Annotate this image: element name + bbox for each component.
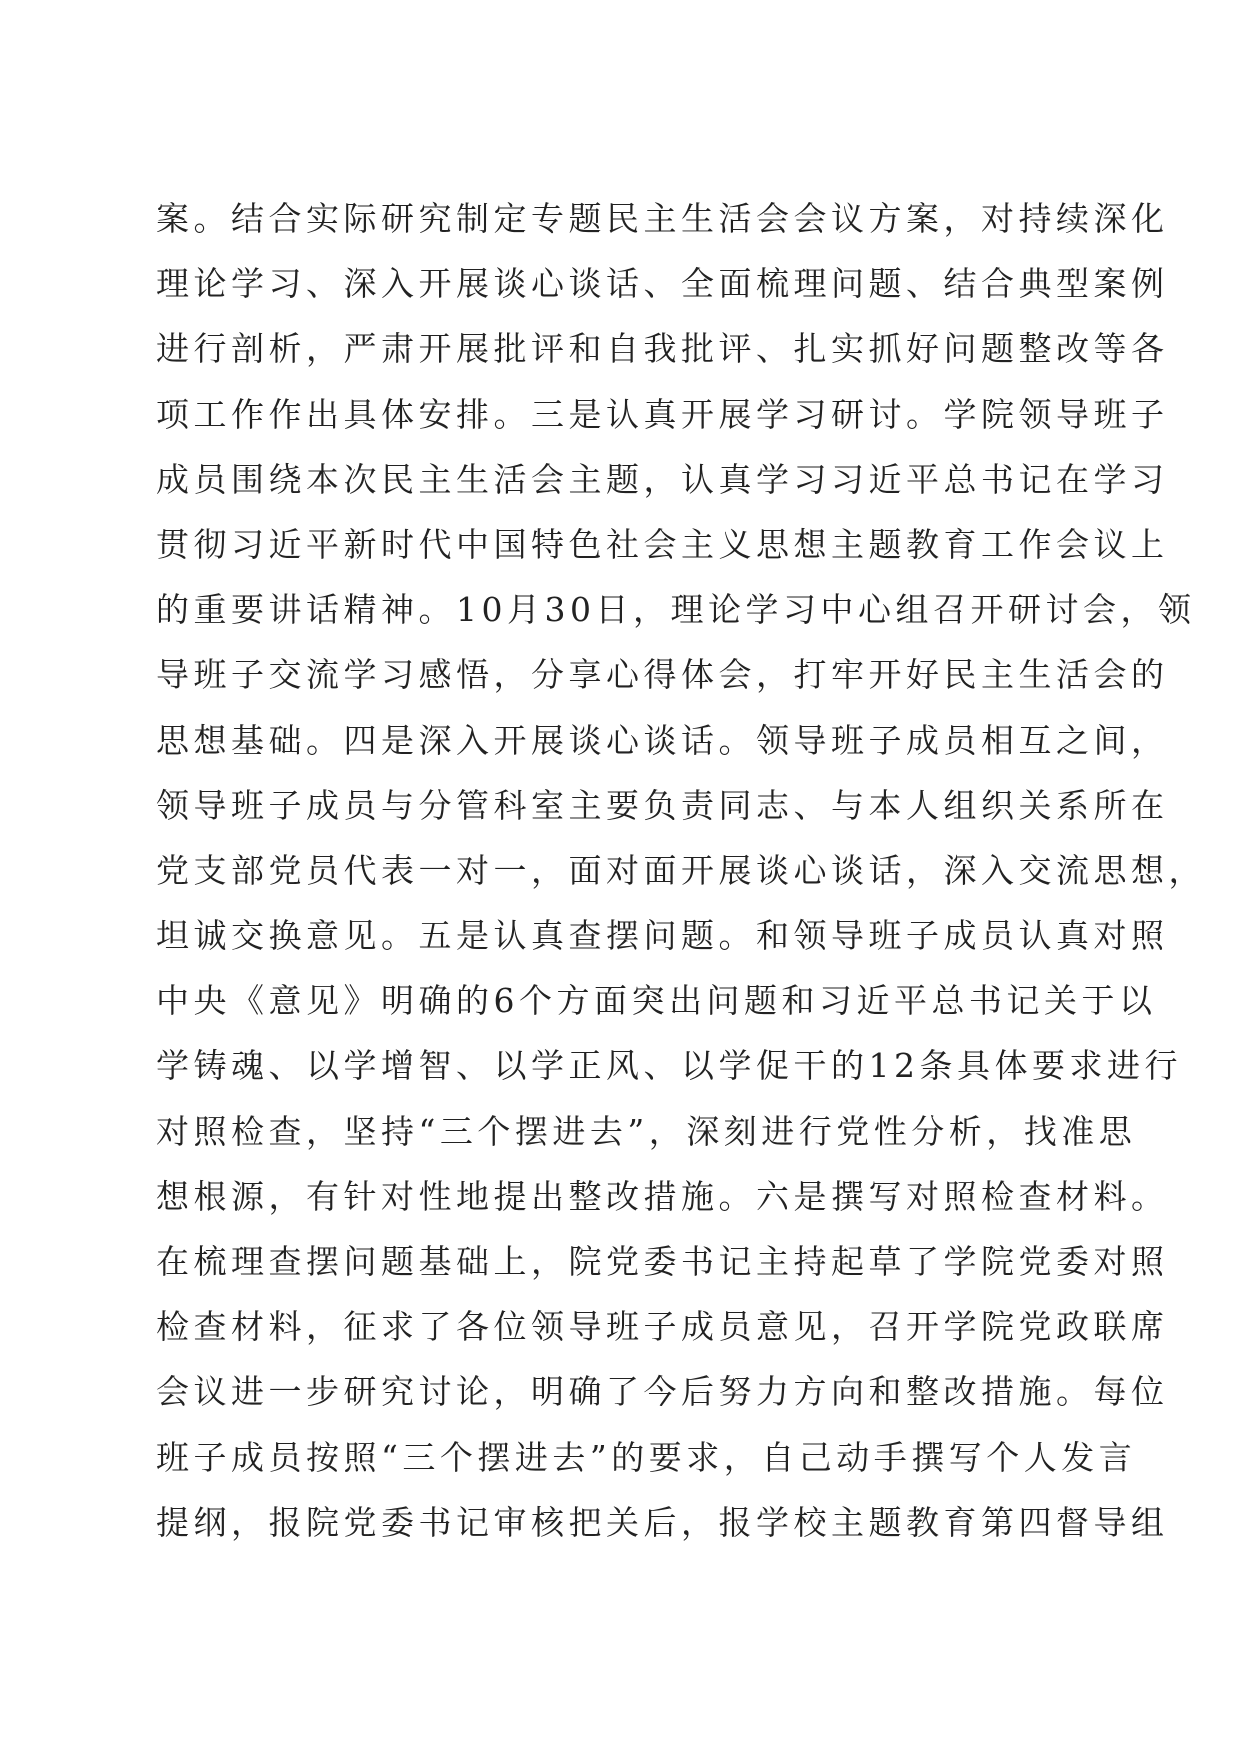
text-line: 检查材料，征求了各位领导班子成员意见，召开学院党政联席 xyxy=(156,1307,1169,1347)
text-line: 班子成员按照“三个摆进去”的要求，自己动手撰写个人发言 xyxy=(156,1437,1137,1477)
text-line: 项工作作出具体安排。三是认真开展学习研讨。学院领导班子 xyxy=(156,394,1169,434)
text-line: 思想基础。四是深入开展谈心谈话。领导班子成员相互之间， xyxy=(156,720,1169,760)
text-line: 对照检查，坚持“三个摆进去”，深刻进行党性分析，找准思 xyxy=(156,1111,1137,1151)
text-line: 导班子交流学习感悟，分享心得体会，打牢开好民主生活会的 xyxy=(156,655,1169,695)
text-line: 提纲，报院党委书记审核把关后，报学校主题教育第四督导组 xyxy=(156,1502,1169,1542)
text-line: 领导班子成员与分管科室主要负责同志、与本人组织关系所在 xyxy=(156,785,1169,825)
text-line: 党支部党员代表一对一，面对面开展谈心谈话，深入交流思想， xyxy=(156,850,1206,890)
text-line: 想根源，有针对性地提出整改措施。六是撰写对照检查材料。 xyxy=(156,1176,1169,1216)
text-line: 在梳理查摆问题基础上，院党委书记主持起草了学院党委对照 xyxy=(156,1242,1169,1281)
text-line: 坦诚交换意见。五是认真查摆问题。和领导班子成员认真对照 xyxy=(156,916,1169,956)
text-line: 案。结合实际研究制定专题民主生活会会议方案，对持续深化 xyxy=(156,199,1169,238)
text-line: 成员围绕本次民主生活会主题，认真学习习近平总书记在学习 xyxy=(156,459,1169,499)
text-line: 理论学习、深入开展谈心谈话、全面梳理问题、结合典型案例 xyxy=(156,264,1169,304)
text-line: 的重要讲话精神。10月30日，理论学习中心组召开研讨会，领 xyxy=(156,590,1196,630)
text-line: 中央《意见》明确的6个方面突出问题和习近平总书记关于以 xyxy=(156,981,1157,1021)
body-text xyxy=(156,186,1206,1555)
text-line: 学铸魂、以学增智、以学正风、以学促干的12条具体要求进行 xyxy=(156,1046,1182,1086)
text-line: 进行剖析，严肃开展批评和自我批评、扎实抓好问题整改等各 xyxy=(156,329,1169,369)
text-line: 贯彻习近平新时代中国特色社会主义思想主题教育工作会议上 xyxy=(156,524,1169,564)
text-line: 会议进一步研究讨论，明确了今后努力方向和整改措施。每位 xyxy=(156,1372,1169,1412)
